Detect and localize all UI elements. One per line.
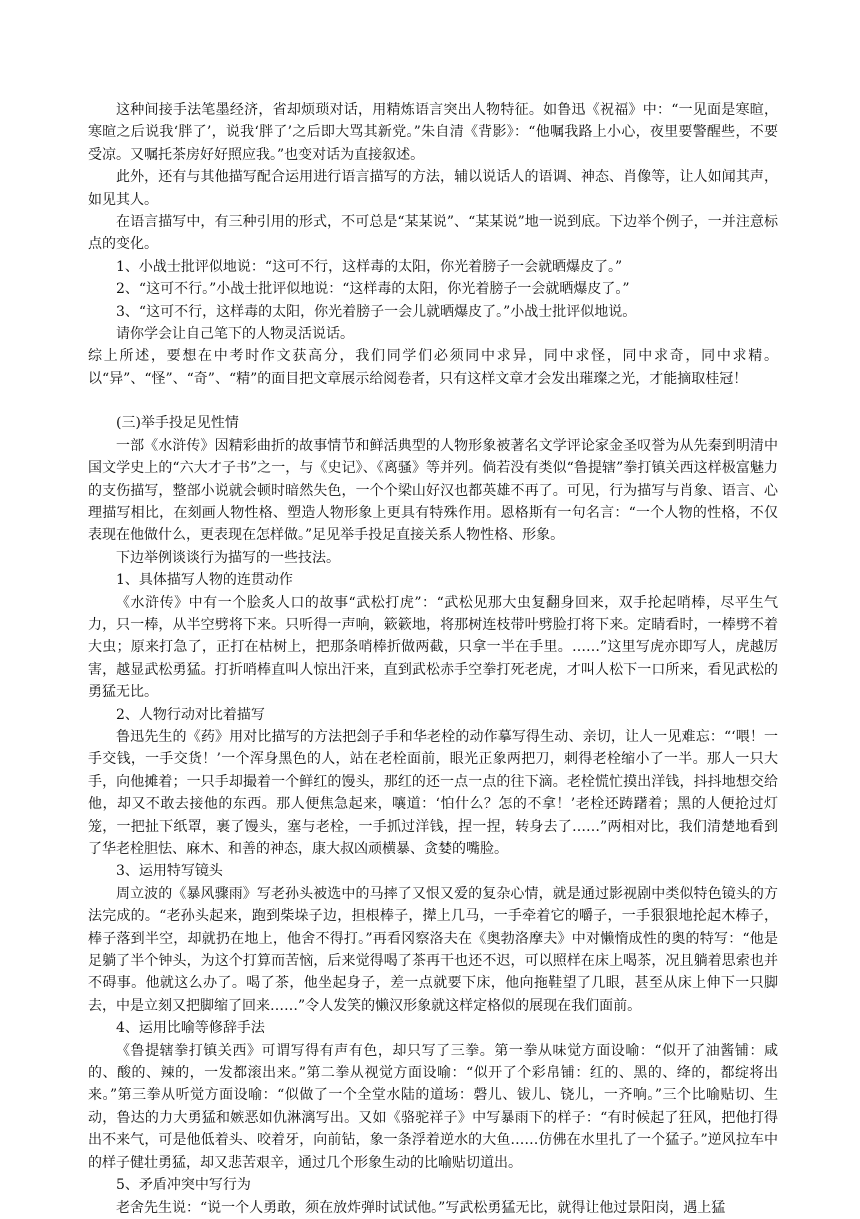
summary-paragraph: 综上所述，要想在中考时作文获高分，我们同学们必须同中求异，同中求怪，同中求奇，同中求精。以“异”、“怪”、“奇”、“精”的面目把文章展示给阅卷者，只有这样文章才会发出璀璨之光，才能摘取桂冠！ — [88, 348, 778, 387]
subheading: 4、运用比喻等修辞手法 — [116, 1020, 265, 1037]
document-page — [88, 99, 778, 1219]
list-item: 3、“这可不行，这样毒的太阳，你光着膀子一会儿就晒爆皮了。”小战士批评似地说。 — [116, 303, 637, 320]
paragraph-gap — [88, 390, 778, 412]
paragraph: 周立波的《暴风骤雨》写老孙头被选中的马摔了又恨又爱的复杂心情，就是通过影视剧中类似特色镜头的方法完成的。“老孙头起来，跑到柴垛子边，担根棒子，撵上几马，一手牵着它的嚼子，一手狠狠地抡起木棒子，棒子落到半空，却就扔在地上，他舍不得打。”再看冈察洛夫在《奥勃洛摩夫》中对懒惰成性的奥的特写：“他是足躺了半个钟头，为这个打算而苦恼，后来觉得喝了茶再干也还不迟，可以照样在床上喝茶，况且躺着思索也并不碍事。他就这么办了。喝了茶，他坐起身子，差一点就要下床，他向拖鞋望了几眼，甚至从床上伸下一只脚去，中是立刻又把脚缩了回来……”令人发笑的懒汉形象就这样定格似的展现在我们面前。 — [88, 885, 778, 1014]
paragraph: 《水浒传》中有一个脍炙人口的故事“武松打虎”：“武松见那大虫复翻身回来，双手抡起哨棒，尽平生气力，只一棒，从半空劈将下来。只听得一声响，簌簌地，将那树连枝带叶劈脸打将下来。定睛看时，一棒劈不着大虫；原来打急了，正打在枯树上，把那条哨棒折做两截，只拿一半在手里。……”这里写虎亦即写人，虎越厉害，越显武松勇猛。打折哨棒直叫人惊出汗来，直到武松赤手空拳打死老虎，才叫人松下一口所来，看见武松的勇猛无比。 — [88, 594, 778, 701]
paragraph: 一部《水浒传》因精彩曲折的故事情节和鲜活典型的人物形象被著名文学评论家金圣叹誉为从先秦到明清中国文学史上的“六大才子书”之一，与《史记》、《离骚》等并列。倘若没有类似“鲁提辖”拳打镇关西这样极富魅力的支伤描写，整部小说就会顿时暗然失色，一个个梁山好汉也都英雄不再了。可见，行为描写与肖象、语言、心理描写相比，在刻画人物性格、塑造人物形象上更具有特殊作用。恩格斯有一句名言：“一个人物的性格，不仅表现在他做什么，更表现在怎样做。”足见举手投足直接关系人物性格、形象。 — [88, 437, 778, 544]
paragraph: 请你学会让自己笔下的人物灵活说话。 — [116, 326, 354, 343]
paragraph: 在语言描写中，有三种引用的形式，不可总是“某某说”、“某某说”地一说到底。下边举个例子，一并注意标点的变化。 — [88, 214, 778, 253]
subheading: 1、具体描写人物的连贯动作 — [116, 572, 293, 589]
paragraph: 此外，还有与其他描写配合运用进行语言描写的方法，辅以说话人的语调、神态、肖像等，让人如闻其声，如见其人。 — [88, 169, 778, 208]
list-item: 1、小战士批评似地说：“这可不行，这样毒的太阳，你光着膀子一会就晒爆皮了。” — [116, 258, 623, 275]
paragraph: 老舍先生说：“说一个人勇敢，须在放炸弹时试试他。”写武松勇猛无比，就得让他过景阳岗，遇上猛 — [116, 1199, 726, 1216]
paragraph: 下边举例谈谈行为描写的一些技法。 — [116, 549, 340, 566]
paragraph: 这种间接手法笔墨经济，省却烦琐对话，用精炼语言突出人物特征。如鲁迅《祝福》中：“一见面是寒暄，寒暄之后说我‘胖了’，说我‘胖了’之后即大骂其新党。”朱自清《背影》：“他嘱我路上小心，夜里要警醒些，不要受凉。又嘱托茶房好好照应我。”也变对话为直接叙述。 — [88, 102, 778, 163]
subheading: 2、人物行动对比着描写 — [116, 706, 265, 723]
list-item: 2、“这可不行。”小战士批评似地说：“这样毒的太阳，你光着膀子一会就晒爆皮了。” — [116, 281, 630, 298]
paragraph: 《鲁提辖拳打镇关西》可谓写得有声有色，却只写了三拳。第一拳从味觉方面设喻：“似开了油酱铺：咸的、酸的、辣的，一发都滚出来。”第二拳从视觉方面设喻：“似开了个彩帛铺：红的、黑的、绛的，都绽将出来。”第三拳从听觉方面设喻：“似做了一个全堂水陆的道场：磬儿、钹儿、铙儿，一齐响。”三个比喻贴切、生动，鲁达的力大勇猛和嫉恶如仇淋漓写出。又如《骆驼祥子》中写暴雨下的样子：“有时候起了狂风，把他打得出不来气，可是他低着头、咬着牙，向前钻，象一条浮着逆水的大鱼……仿佛在水里扎了一个猛子。”逆风拉车中的样子健壮勇猛，却又悲苦艰辛，通过几个形象生动的比喻贴切道出。 — [88, 1042, 778, 1171]
subheading: 5、矛盾冲突中写行为 — [116, 1177, 251, 1194]
paragraph: 鲁迅先生的《药》用对比描写的方法把刽子手和华老栓的动作摹写得生动、亲切，让人一见难忘：“‘喂！一手交钱，一手交货！’一个浑身黑色的人，站在老栓面前，眼光正象两把刀，刺得老栓缩小了一半。那人一只大手，向他摊着；一只手却撮着一个鲜红的馒头，那红的还一点一点的往下滴。老栓慌忙摸出洋钱，抖抖地想交给他，却又不敢去接他的东西。那人便焦急起来，嚷道：‘怕什么？怎的不拿！’老栓还踌躇着；黑的人便抢过灯笼，一把扯下纸罩，裹了馒头，塞与老栓，一手抓过洋钱，捏一捏，转身去了……”两相对比，我们清楚地看到了华老栓胆怯、麻木、和善的神态，康大叔凶顽横暴、贪婪的嘴脸。 — [88, 728, 778, 857]
subheading: 3、运用特写镜头 — [116, 863, 223, 880]
section-heading: (三)举手投足见性情 — [116, 415, 239, 432]
